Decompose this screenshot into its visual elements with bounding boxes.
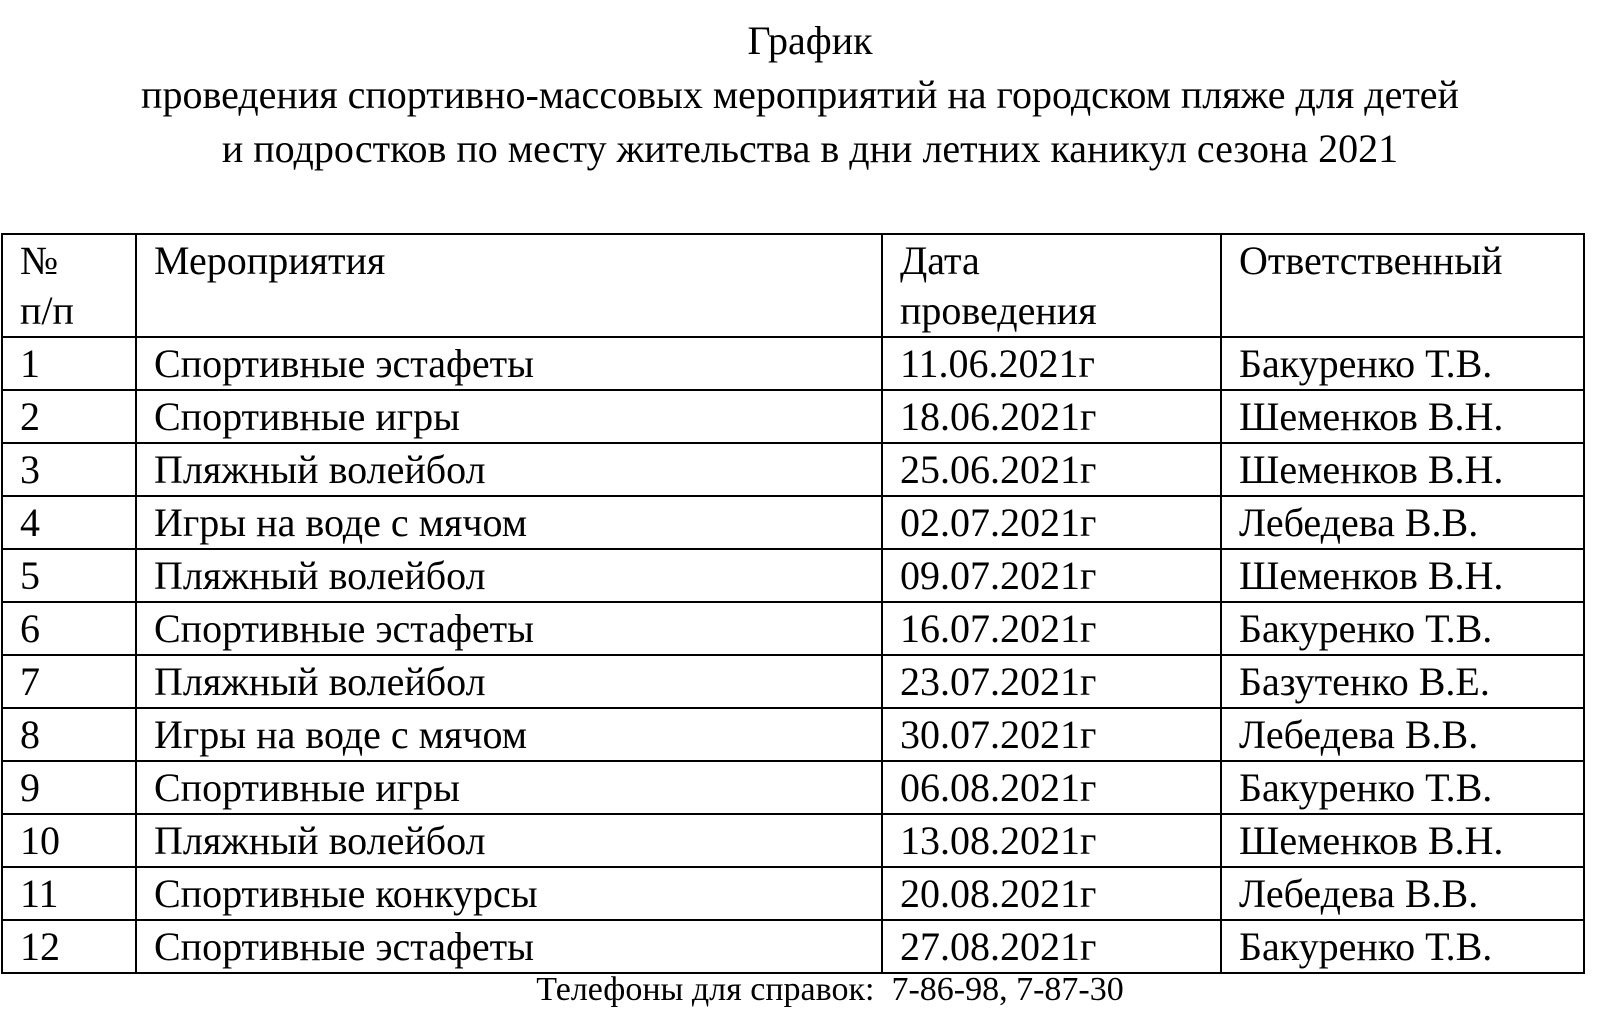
header-date-line-1: Дата: [900, 238, 980, 283]
cell-date: 11.06.2021г: [882, 337, 1221, 390]
cell-responsible: Шеменков В.Н.: [1221, 390, 1584, 443]
cell-responsible: Бакуренко Т.В.: [1221, 602, 1584, 655]
phones-label: Телефоны для справок:: [536, 971, 875, 1008]
table-row: [2, 708, 1584, 761]
cell-event: Пляжный волейбол: [136, 443, 882, 496]
cell-responsible: Лебедева В.В.: [1221, 708, 1584, 761]
cell-number: 11: [2, 867, 136, 920]
cell-date: 02.07.2021г: [882, 496, 1221, 549]
table-row: [2, 867, 1584, 920]
cell-date: 16.07.2021г: [882, 602, 1221, 655]
table-row: [2, 496, 1584, 549]
cell-event: Спортивные эстафеты: [136, 602, 882, 655]
cell-event: Игры на воде с мячом: [136, 708, 882, 761]
document-header: [0, 14, 1600, 176]
table-row: [2, 920, 1584, 973]
cell-date: 20.08.2021г: [882, 867, 1221, 920]
cell-responsible: Шеменков В.Н.: [1221, 814, 1584, 867]
table-row: [2, 337, 1584, 390]
cell-number: 12: [2, 920, 136, 973]
header-number-line-1: №: [20, 238, 59, 283]
document-subtitle-line-2: и подростков по месту жительства в дни летних каникул сезона 2021: [221, 126, 1399, 171]
cell-event: Спортивные игры: [136, 761, 882, 814]
cell-event: Спортивные игры: [136, 390, 882, 443]
phones-value: 7-86-98, 7-87-30: [891, 971, 1124, 1008]
cell-date: 27.08.2021г: [882, 920, 1221, 973]
cell-responsible: Бакуренко Т.В.: [1221, 920, 1584, 973]
header-number-line-2: п/п: [20, 288, 74, 333]
cell-responsible: Бакуренко Т.В.: [1221, 337, 1584, 390]
cell-event: Спортивные эстафеты: [136, 920, 882, 973]
cell-date: 06.08.2021г: [882, 761, 1221, 814]
cell-number: 2: [2, 390, 136, 443]
cell-date: 18.06.2021г: [882, 390, 1221, 443]
header-event-label: Мероприятия: [154, 238, 386, 283]
cell-event: Игры на воде с мячом: [136, 496, 882, 549]
cell-number: 4: [2, 496, 136, 549]
cell-event: Пляжный волейбол: [136, 549, 882, 602]
table-row: [2, 602, 1584, 655]
cell-date: 30.07.2021г: [882, 708, 1221, 761]
document-title: График: [747, 18, 873, 63]
table-row: [2, 761, 1584, 814]
cell-responsible: Базутенко В.Е.: [1221, 655, 1584, 708]
cell-responsible: Лебедева В.В.: [1221, 867, 1584, 920]
table-row: [2, 443, 1584, 496]
table-row: [2, 655, 1584, 708]
cell-event: Пляжный волейбол: [136, 655, 882, 708]
header-event: [136, 234, 882, 337]
cell-number: 6: [2, 602, 136, 655]
footer-inner: [536, 971, 1123, 1008]
cell-responsible: Шеменков В.Н.: [1221, 549, 1584, 602]
cell-date: 25.06.2021г: [882, 443, 1221, 496]
footer: [0, 968, 1600, 1012]
header-responsible: [1221, 234, 1584, 337]
header-number: [2, 234, 136, 337]
cell-date: 23.07.2021г: [882, 655, 1221, 708]
cell-date: 09.07.2021г: [882, 549, 1221, 602]
header-date: [882, 234, 1221, 337]
cell-responsible: Лебедева В.В.: [1221, 496, 1584, 549]
table-row: [2, 390, 1584, 443]
cell-number: 9: [2, 761, 136, 814]
header-responsible-label: Ответственный: [1239, 238, 1503, 283]
cell-number: 5: [2, 549, 136, 602]
cell-responsible: Бакуренко Т.В.: [1221, 761, 1584, 814]
table-header-row: [2, 234, 1584, 337]
cell-number: 7: [2, 655, 136, 708]
schedule-table: [1, 233, 1585, 974]
cell-number: 10: [2, 814, 136, 867]
cell-event: Пляжный волейбол: [136, 814, 882, 867]
cell-number: 1: [2, 337, 136, 390]
cell-number: 3: [2, 443, 136, 496]
table-row: [2, 549, 1584, 602]
document-subtitle-line-1: проведения спортивно-массовых мероприятий на городском пляже для детей: [141, 72, 1459, 117]
cell-event: Спортивные конкурсы: [136, 867, 882, 920]
table-row: [2, 814, 1584, 867]
cell-responsible: Шеменков В.Н.: [1221, 443, 1584, 496]
cell-number: 8: [2, 708, 136, 761]
schedule-table-body: [2, 337, 1584, 973]
cell-date: 13.08.2021г: [882, 814, 1221, 867]
header-date-line-2: проведения: [900, 288, 1097, 333]
cell-event: Спортивные эстафеты: [136, 337, 882, 390]
